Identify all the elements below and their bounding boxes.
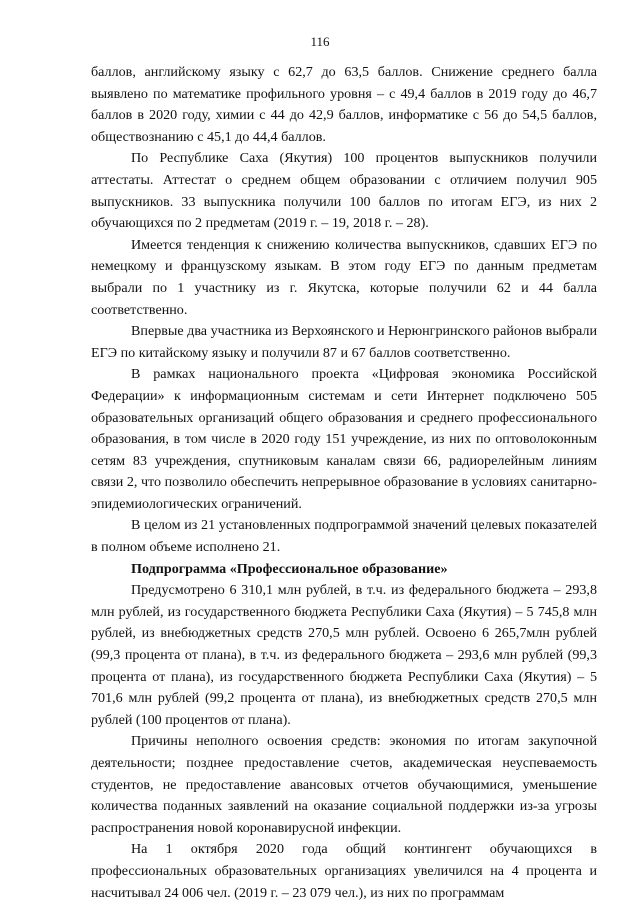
paragraph-exam-score-decline: баллов, английскому языку с 62,7 до 63,5 баллов. Снижение среднего балла выявлено по математике профильного уровня – с 49,4 баллов в 2019 году до 46,7 баллов в 2020 году, химии с 44 до 42,9 баллов, информатике с 56 до 54,5 баллов, обществознанию с 45,1 до 44,4 баллов. — [91, 64, 597, 145]
page-number: 116 — [310, 34, 330, 49]
paragraph-budget-funding: Предусмотрено 6 310,1 млн рублей, в т.ч. из федерального бюджета – 293,8 млн рублей, из государственного бюджета Республики Саха (Якутия) – 5 745,8 млн рублей, из внебюджетных средств 270,5 млн рублей. Освоено 6 265,7млн рублей (99,3 процента от плана), в т.ч. из федерального бюджета – 293,6 млн рублей (99,3 процента от плана), из государственного бюджета Республики Саха (Якутия) – 5 701,6 млн рублей (99,2 процента от плана), из внебюджетных средств 270,5 млн рублей (100 процентов от плана). — [91, 582, 597, 728]
paragraph-chinese-exam-participants: Впервые два участника из Верхоянского и Нерюнгринского районов выбрали ЕГЭ по китайскому языку и получили 87 и 67 баллов соответственно. — [91, 323, 597, 361]
paragraph-graduates-certificates: По Республике Саха (Якутия) 100 процентов выпускников получили аттестаты. Аттестат о среднем общем образовании с отличием получил 905 выпускников. 33 выпускника получили 100 баллов по итогам ЕГЭ, из них 2 обучающихся по 2 предметам (2019 г. – 19, 2018 г. – 28). — [91, 150, 597, 232]
paragraph-student-enrollment: На 1 октября 2020 года общий контингент обучающихся в профессиональных образовательных организациях увеличился на 4 процента и насчитывал 24 006 чел. (2019 г. – 23 079 чел.), из них по программам — [91, 841, 597, 901]
paragraph-underspending-reasons: Причины неполного освоения средств: экономия по итогам закупочной деятельности; позднее предоставление счетов, академическая неуспеваемость студентов, не предоставление авансовых отчетов обучающимися, уменьшение количества поданных заявлений на оказание социальной поддержки из-за угрозы распространения новой коронавирусной инфекции. — [91, 733, 597, 836]
document-body — [91, 62, 597, 904]
paragraph-target-indicators: В целом из 21 установленных подпрограммой значений целевых показателей в полном объеме исполнено 21. — [91, 517, 597, 556]
paragraph-digital-economy-project: В рамках национального проекта «Цифровая экономика Российской Федерации» к информационным системам и сети Интернет подключено 505 образовательных организаций общего образования и среднего профессионального образования, в том числе в 2020 году 151 учреждение, из них по оптоволоконным сетям 83 учреждения, спутниковым каналам связи 66, радиорелейным линиям связи 2, что позволило обеспечить непрерывное образование в условиях санитарно-эпидемиологических ограничений. — [91, 366, 597, 512]
section-heading-professional-education: Подпрограмма «Профессиональное образование» — [131, 560, 448, 577]
paragraph-german-french-exam-trend: Имеется тенденция к снижению количества выпускников, сдавших ЕГЭ по немецкому и французскому языкам. В этом году ЕГЭ по данным предметам выбрали по 1 участнику из г. Якутска, которые получили 62 и 44 балла соответственно. — [91, 236, 597, 318]
